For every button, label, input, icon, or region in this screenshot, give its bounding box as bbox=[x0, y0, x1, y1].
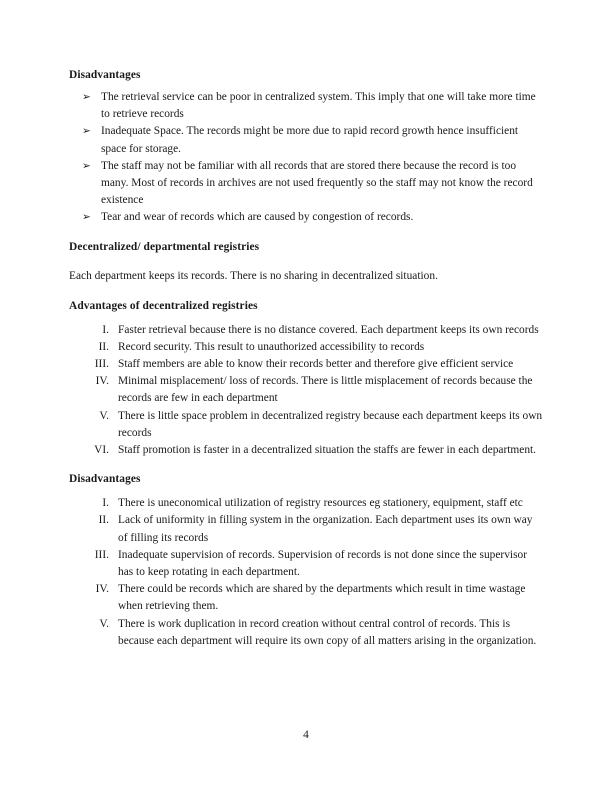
decentralized-intro-paragraph: Each department keeps its records. There is no sharing in decentralized situation. bbox=[69, 269, 438, 282]
list-item-text: Tear and wear of records which are caused by congestion of records. bbox=[101, 211, 414, 224]
list-marker: III. bbox=[94, 358, 109, 371]
list-marker: V. bbox=[99, 409, 109, 422]
list-marker: II. bbox=[98, 514, 109, 527]
list-item bbox=[69, 581, 544, 615]
spacer bbox=[69, 313, 544, 322]
arrow-bullet-icon: ➢ bbox=[82, 212, 91, 224]
list-item-text: Minimal misplacement/ loss of records. There is little misplacement of records because the records are few in each department bbox=[118, 375, 533, 405]
decentralized-advantages-list bbox=[69, 322, 544, 460]
spacer bbox=[69, 459, 544, 472]
spacer bbox=[69, 486, 544, 495]
list-item bbox=[69, 158, 544, 210]
list-item bbox=[69, 547, 544, 581]
list-item-text: Faster retrieval because there is no distance covered. Each department keeps its own records bbox=[118, 323, 539, 336]
list-item-text: Record security. This result to unauthorized accessibility to records bbox=[118, 340, 425, 353]
list-item bbox=[69, 408, 544, 442]
list-item bbox=[69, 89, 544, 123]
list-item bbox=[69, 322, 544, 339]
spacer bbox=[69, 82, 544, 89]
list-item-text: There is work duplication in record creation without central control of records. This is because each department will require its own copy of all matters arising in the organization. bbox=[118, 617, 537, 647]
arrow-bullet-icon: ➢ bbox=[82, 126, 91, 138]
list-marker: II. bbox=[98, 340, 109, 353]
list-marker: I. bbox=[102, 323, 109, 336]
page-number: 4 bbox=[303, 729, 309, 741]
spacer bbox=[69, 254, 544, 269]
decentralized-disadvantages-list bbox=[69, 495, 544, 650]
list-item-text: Staff promotion is faster in a decentralized situation the staffs are fewer in each department. bbox=[118, 444, 537, 457]
list-item-text: There is uneconomical utilization of registry resources eg stationery, equipment, staff etc bbox=[118, 497, 523, 510]
document-body bbox=[69, 68, 544, 650]
list-item bbox=[69, 442, 544, 459]
arrow-bullet-icon: ➢ bbox=[82, 92, 91, 103]
list-item bbox=[69, 512, 544, 546]
list-item bbox=[69, 373, 544, 407]
list-marker: I. bbox=[102, 497, 109, 510]
section-heading-decentralized-advantages: Advantages of decentralized registries bbox=[69, 299, 258, 312]
list-item bbox=[69, 356, 544, 373]
spacer bbox=[69, 227, 544, 240]
arrow-bullet-icon: ➢ bbox=[82, 160, 91, 172]
section-heading-decentralized-disadvantages: Disadvantages bbox=[69, 473, 141, 486]
list-item bbox=[69, 495, 544, 512]
list-item bbox=[69, 339, 544, 356]
list-marker: VI. bbox=[94, 444, 109, 457]
list-marker: III. bbox=[94, 548, 109, 561]
list-item-text: Lack of uniformity in filling system in the organization. Each department uses its own way of filling its records bbox=[118, 514, 533, 544]
list-item bbox=[69, 209, 544, 226]
list-item-text: There could be records which are shared by the departments which result in time wastage when retrieving them. bbox=[118, 583, 526, 613]
section-heading-centralized-disadvantages: Disadvantages bbox=[69, 69, 141, 81]
list-item bbox=[69, 616, 544, 650]
list-marker: IV. bbox=[95, 583, 109, 596]
list-item-text: The retrieval service can be poor in centralized system. This imply that one will take more time to retrieve records bbox=[101, 91, 536, 121]
list-marker: V. bbox=[99, 617, 109, 630]
list-item-text: Staff members are able to know their records better and therefore give efficient service bbox=[118, 358, 514, 371]
list-item bbox=[69, 123, 544, 157]
section-heading-decentralized: Decentralized/ departmental registries bbox=[69, 240, 260, 253]
spacer bbox=[69, 284, 544, 299]
list-item-text: Inadequate supervision of records. Supervision of records is not done since the supervisor has to keep rotating in each department. bbox=[118, 548, 528, 579]
list-item-text: There is little space problem in decentralized registry because each department keeps its own records bbox=[118, 409, 543, 439]
list-marker: IV. bbox=[95, 375, 109, 388]
list-item-text: Inadequate Space. The records might be more due to rapid record growth hence insufficient space for storage. bbox=[101, 125, 519, 155]
centralized-disadvantages-list bbox=[69, 89, 544, 227]
list-item-text: The staff may not be familiar with all records that are stored there because the record is too many. Most of records in archives are not used frequently so the staff may not know the record existence bbox=[101, 159, 533, 207]
